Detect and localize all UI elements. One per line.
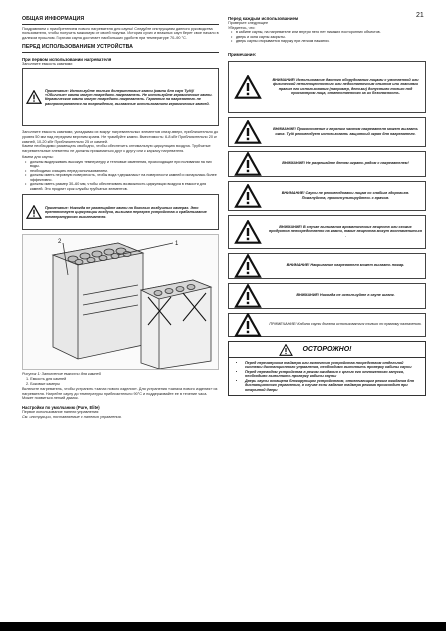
left-column [22,16,219,419]
warning-text: ВНИМАНИЕ! В случае выливания ароматических веществ или схожих продуктов непосредственно на камни, такие вещества могут воспламениться . [269,225,422,238]
list-item: • Перед перезапуском таймера или включения устройства посредством отдельной системы дистанционного управления, необходимо выполнить проверку кабины сауны [245,361,419,370]
list-item: • должны иметь размер 30–60 мм, чтобы обеспечивать возможность циркуляции воздуха в емкости для камней. Это продлит срок службы трубчатых элементов. [30,182,219,191]
list-item: • в кабине сауны, на нагревателе или внутри него нет никаких посторонних объектов. [236,30,426,35]
warning-triangle-icon [233,152,263,176]
first-use-sub: Заполните емкость камнями [22,61,73,66]
heater-figure [22,234,219,370]
warning-triangle-icon [233,313,263,337]
stones-text: Заполните емкость камнями, укладывая их вокруг нагревательных элементов снизу-вверх, приблизительно до уровня 50 мм над передним верхним краем. Не трамбуйте камни. Вместимость: 6-8 кВт Приблизительно 20 кг камней, 10-20 кВт Приблизительно 25 кг камней. [22,130,219,144]
list-item: • Дверь сауны оснащена блокирующим устройством, отключающим режим ожидания для дистанционного управления, в случае если задание таймера режима происходит при открытой двери [245,379,419,393]
first-use-title: При первом использовании нагревателя [22,56,112,62]
warning-triangle-icon [233,220,263,244]
figure-label-2: 2 [58,239,62,246]
right-column [228,16,426,396]
warning-text: ВНИМАНИЕ! Сауны не рекомендованы лицам со слабым здоровьем. Пожалуйста, проконсультируйтесь с врачом. [281,191,410,200]
caution-title: ОСТОРОЖНО! [302,345,352,353]
caution-box [228,341,426,397]
warning-text: ВНИМАНИЕ! Никогда не используйте в сауне шланг. [296,293,395,298]
stones-text-2: Камни необходимо размещать свободно, чтобы обеспечить оптимальную циркуляцию воздуха. Трубчатые нагревательные элементы не должны прижиматься друг к другу или к каркасу нагревателя. [22,144,211,153]
heat-text: Включите нагреватель, чтобы устранить «запах нового изделия». Для устранения «запаха нового изделия» из нагревателя. Нагрейте сауну до температуры приблизительно 90°C и поддерживайте ее в течение часа. Может появиться легкий дымок. [22,387,218,401]
heater-diagram [23,235,218,369]
list-item: • дверь сауны открывается наружу при легком нажатии. [236,39,426,44]
warning-box-3 [228,151,426,177]
warning-triangle-icon [279,344,293,356]
warning-box-6 [228,253,426,279]
warning-box-2 [228,117,426,147]
warning-triangle-icon [26,205,42,219]
warning-text: ВНИМАНИЕ! Накрывание нагревателя может вызвать пожар. [286,263,405,268]
caution-list [229,358,425,396]
before-each-title: Перед каждым использованием [228,16,299,21]
note-stones-box [22,68,219,126]
warning-triangle-icon [233,284,263,308]
list-item: • должны выдерживать высокую температуру и тепловые изменения, происходящие при поливании на них воды. [30,160,219,169]
list-item: • Перед переводом устройства в режим ожидания с целью его отложенного запуска, необходимо выполнить проверку кабины сауны [245,370,419,379]
bottom-bar [0,622,446,631]
warning-triangle-icon [233,254,263,278]
warning-triangle-icon [26,90,42,104]
stones-for-label: Камни для сауны: [22,155,54,160]
settings-text: Первое использование панели управления: [22,410,100,414]
before-use-title: ПЕРЕД ИСПОЛЬЗОВАНИЕМ УСТРОЙСТВА [22,44,134,51]
warning-box-1 [228,61,426,113]
settings-title: Настройки по умолчанию (Pure, Elite) [22,405,100,410]
settings-text-2: См. инструкции, поставляемые с панелью управления. [22,414,122,419]
page-number: 21 [416,12,424,19]
figure-label-1: 1 [175,241,179,248]
legend-item: 1. Емкость для камней [26,377,67,382]
ensure-label: Убедитесь, что: [228,25,256,30]
note-box [228,313,426,337]
warning-triangle-icon [233,75,263,99]
check-label: Проверьте следующее [228,21,269,25]
note-chambers-text: Примечание: Никогда не размещайте камни на боковых воздушных камерах. Это препятствует циркуляции воздуха, вызывая перегрев устройства и срабатывание температурного выключателя. [45,205,207,219]
warning-text: ВНИМАНИЕ! Использование данного оборудования лицами с умственной или физической неполноценностью или недостаточным опытом или знаниями правил его использования (например, детьми) допустимо только под присмотром лица, ответственного за их безопасность. [272,77,419,96]
warning-box-5 [228,215,426,249]
figure-caption: Рисунок 1: Заполнение емкости для камней [22,372,101,377]
warning-box-4 [228,181,426,211]
warning-box-7 [228,283,426,309]
checks-list [228,30,426,44]
warning-text: ВНИМАНИЕ! Прикосновение к верхним частям нагревателя может вызвать ожог. Tylö рекомендует использовать защитный экран для нагревателя. [273,127,418,136]
list-item: • дверь и окна сауны закрыты. [236,35,426,40]
note-title: Примечание: [228,51,257,57]
divider [22,52,219,53]
caution-header [229,342,425,358]
note-chambers-box [22,194,219,230]
note-stones-text: Примечание: Используйте только долериттовые камни (камни для саун Tylö)! «Обычные» камни могут повредить нагреватель. Не используйте керамические камни. Керамические камни могут повредить нагреватель. Гарантия на нагреватель не распространяется на повреждения, вызванные использованием керамических камней. [45,88,213,106]
general-title: ОБЩАЯ ИНФОРМАЦИЯ [22,16,85,22]
stones-bullet-list [22,160,219,192]
warning-triangle-icon [233,120,263,144]
list-item: • должны иметь неровную поверхность, чтобы вода «держалась» на поверхности камней и испарялась более эффективно. [30,173,219,182]
general-text: Поздравляем с приобретением нового нагревателя для сауны! Следуйте инструкциям данного руководства пользователя, чтобы получить максимум от своей покупки. История сухих и влажных саун берет свое начало в далеком прошлом. Горячая сауна достигает наибольших удобств при температуре 70–90 °C. [22,26,219,40]
legend-item: 2. Боковые камеры [26,381,60,386]
divider [22,24,219,25]
note-box-text: ПРИМЕЧАНИЕ! Кабина сауны должна использоваться только по прямому назначению. [269,322,422,327]
warning-triangle-icon [233,184,263,208]
list-item: • необходимо очищать перед использованием. [30,169,219,174]
warning-text: ВНИМАНИЕ! Не разрешайте детям играть рядом с нагревателем! [282,161,409,166]
